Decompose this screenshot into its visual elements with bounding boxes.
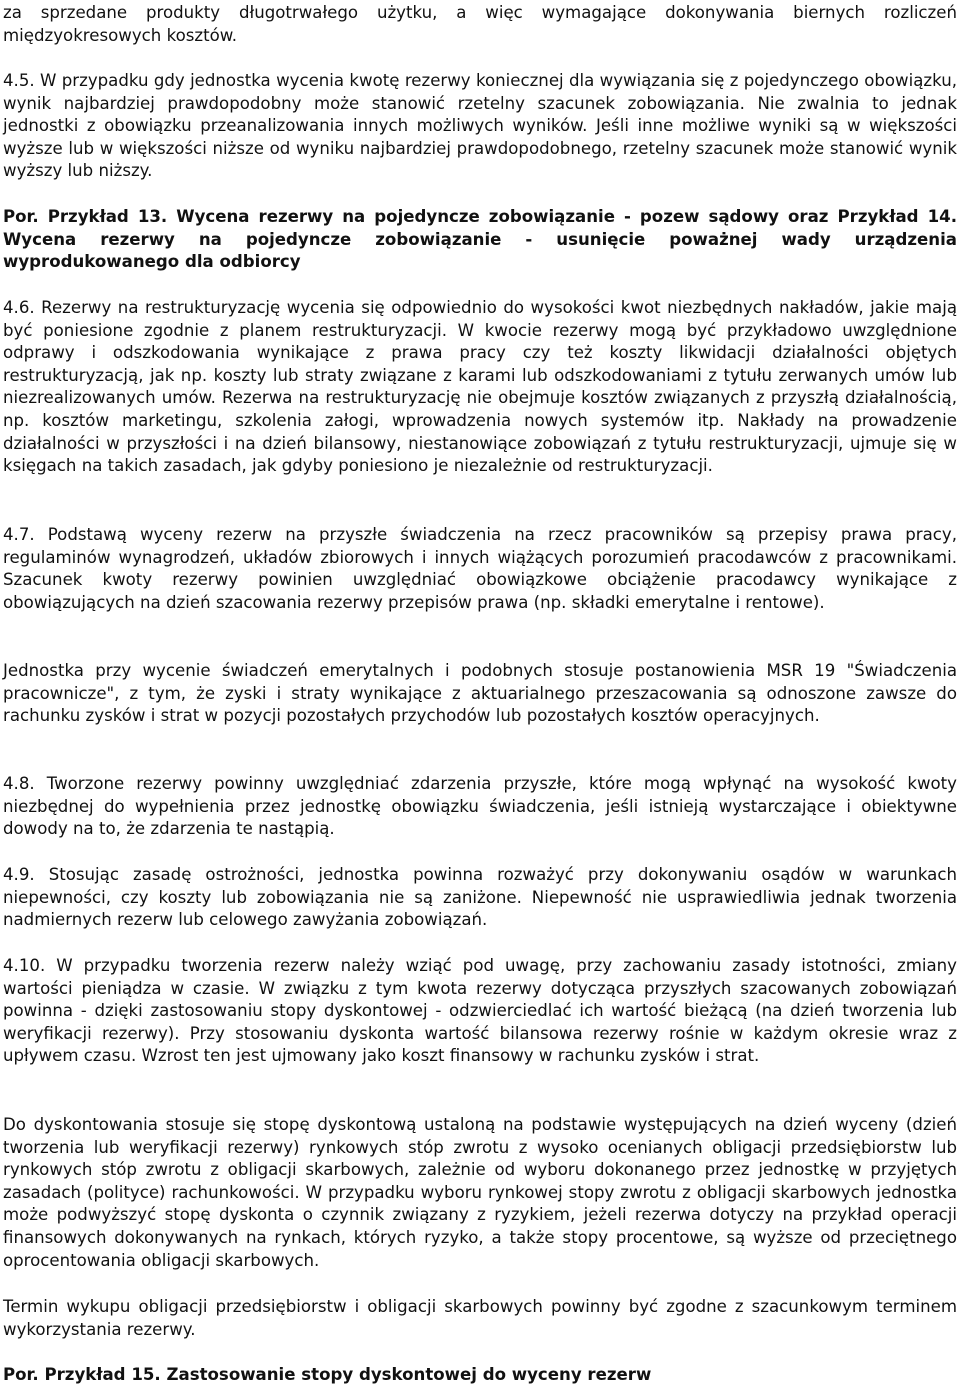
paragraph-discount-rate: Do dyskontowania stosuje się stopę dyskontową ustaloną na podstawie występujących na dzień wyceny (dzień tworzenia lub weryfikacji rezerwy) rynkowych stóp zwrotu z wysoko ocenianych obligacji przedsiębiorstw lub rynkowych stóp zwrotu z obligacji skarbowych, zależnie od wyboru dokonanego przez jednostkę w przyjętych zasadach (polityce) rachunkowości. W przypadku wyboru rynkowej stopy zwrotu z obligacji skarbowych jednostka może podwyższyć stopę dyskonta o czynnik związany z ryzykiem, jeżeli rezerwa dotyczy na przykład operacji finansowych dokonywanych na rynkach, których ryzyko, a także stopy procentowe, są wyższe od przeciętnego oprocentowania obligacji skarbowych. [3,1115,957,1270]
paragraph-intro: za sprzedane produkty długotrwałego użytku, a więc wymagające dokonywania biernych rozliczeń międzyokresowych kosztów. [3,3,957,45]
paragraph-4-7: 4.7. Podstawą wyceny rezerw na przyszłe świadczenia na rzecz pracowników są przepisy prawa pracy, regulaminów wynagrodzeń, układów zbiorowych i innych wiążących porozumień pracodawców z pracownikami. Szacunek kwoty rezerwy powinien uwzględniać obowiązkowe obciążenie pracodawcy wynikające z obowiązujących na dzień szacowania rezerwy przepisów prawa (np. składki emerytalne i rentowe). [3,525,957,612]
paragraph-bond-term: Termin wykupu obligacji przedsiębiorstw i obligacji skarbowych powinny być zgodne z szacunkowym terminem wykorzystania rezerwy. [3,1297,957,1339]
paragraph-4-10: 4.10. W przypadku tworzenia rezerw należy wziąć pod uwagę, przy zachowaniu zasady istotności, zmiany wartości pieniądza w czasie. W związku z tym kwota rezerwy dotycząca przyszłych szacowanych zobowiązań powinna - dzięki zastosowaniu stopy dyskontowej - odzwierciedlać ich wartość bieżącą (na dzień tworzenia lub weryfikacji rezerwy). Przy stosowaniu dyskonta wartość bilansowa rezerwy rośnie w każdym okresie wraz z upływem czasu. Wzrost ten jest ujmowany jako koszt finansowy w rachunku zysków i strat. [3,956,957,1066]
paragraph-4-8: 4.8. Tworzone rezerwy powinny uwzględniać zdarzenia przyszłe, które mogą wpłynąć na wysokość kwoty niezbędnej do wypełnienia przez jednostkę obowiązku świadczenia, jeśli istnieją wystarczające i obiektywne dowody na to, że zdarzenia te nastąpią. [3,774,957,839]
paragraph-msr19: Jednostka przy wycenie świadczeń emerytalnych i podobnych stosuje postanowienia MSR 19 "Świadczenia pracownicze", z tym, że zyski i straty wynikające z aktuarialnego przeszacowania są odnoszone zawsze do rachunku zysków i strat w pozycji pozostałych przychodów lub pozostałych kosztów operacyjnych. [3,661,957,726]
example-reference-13-14: Por. Przykład 13. Wycena rezerwy na pojedyncze zobowiązanie - pozew sądowy oraz Przykład 14. Wycena rezerwy na pojedyncze zobowiązanie - usunięcie poważnej wady urządzenia wyprodukowanego dla odbiorcy [3,207,957,272]
paragraph-4-6: 4.6. Rezerwy na restrukturyzację wycenia się odpowiednio do wysokości kwot niezbędnych nakładów, jakie mają być poniesione zgodnie z planem restrukturyzacji. W kwocie rezerwy mogą być przykładowo uwzględnione odprawy i odszkodowania wynikające z prawa pracy czy też koszty likwidacji działalności objętych restrukturyzacją, jak np. koszty lub straty związane z karami lub odszkodowaniami z tytułu zerwanych umów lub niezrealizowanych umów. Rezerwa na restrukturyzację nie obejmuje kosztów związanych z przyszłą działalnością, np. kosztów marketingu, szkolenia załogi, wprowadzenia nowych systemów itp. Nakłady na prowadzenie działalności w przyszłości i na dzień bilansowy, niestanowiące zobowiązań z tytułu restrukturyzacji, ujmuje się w księgach na takich zasadach, jak gdyby poniesiono je niezależnie od restrukturyzacji. [3,298,957,476]
paragraph-4-5: 4.5. W przypadku gdy jednostka wycenia kwotę rezerwy koniecznej dla wywiązania się z pojedynczego obowiązku, wynik najbardziej prawdopodobny może stanowić rzetelny szacunek zobowiązania. Nie zwalnia to jednak jednostki z obowiązku przeanalizowania innych możliwych wyników. Jeśli inne możliwe wyniki są w większości wyższe lub w większości niższe od wyniku najbardziej prawdopodobnego, rzetelny szacunek może stanowić wynik wyższy lub niższy. [3,71,957,181]
paragraph-4-9: 4.9. Stosując zasadę ostrożności, jednostka powinna rozważyć przy dokonywaniu osądów w warunkach niepewności, czy koszty lub zobowiązania nie są zaniżone. Niepewność nie usprawiedliwia jednak tworzenia nadmiernych rezerw lub celowego zawyżania zobowiązań. [3,865,957,930]
example-reference-15: Por. Przykład 15. Zastosowanie stopy dyskontowej do wyceny rezerw [3,1365,652,1384]
